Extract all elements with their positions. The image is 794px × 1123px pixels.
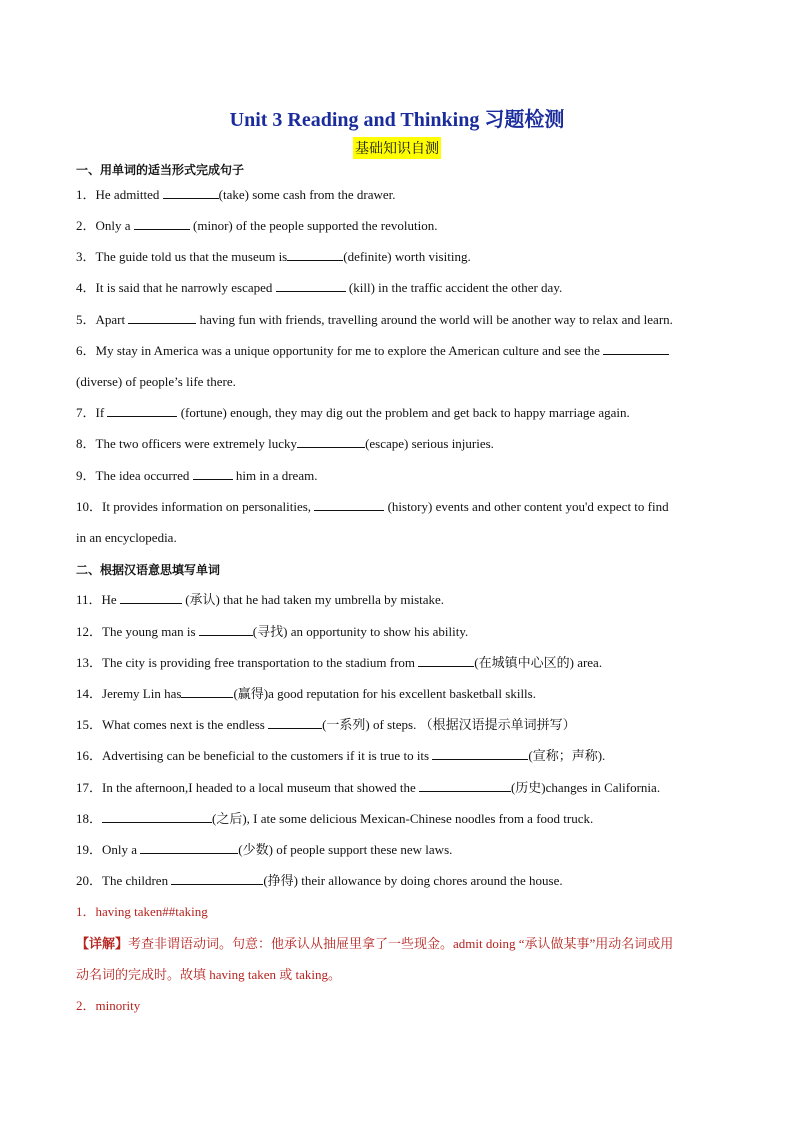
answer-blank[interactable] (120, 591, 182, 604)
question-4: 4．It is said that he narrowly escaped (kill) in the traffic accident the other day. (76, 280, 563, 295)
answer-blank[interactable] (418, 654, 474, 667)
question-19: 19．Only a (少数) of people support these new laws. (76, 842, 453, 857)
section-heading-2: 二、根据汉语意思填写单词 (76, 563, 221, 577)
question-1: 1．He admitted (take) some cash from the drawer. (76, 187, 396, 202)
answer-blank[interactable] (107, 404, 177, 417)
section-heading-1: 一、用单词的适当形式完成句子 (76, 163, 245, 177)
question-18: 18． (之后), I ate some delicious Mexican-Chinese noodles from a food truck. (76, 811, 594, 826)
answer-detail-1: 【详解】考查非谓语动词。句意：他承认从抽屉里拿了一些现金。admit doing “承认做某事”用动名词或用 (76, 936, 674, 952)
question-12: 12．The young man is (寻找) an opportunity to show his ability. (76, 624, 469, 639)
question-16: 16．Advertising can be beneficial to the customers if it is true to its (宣称；声称). (76, 748, 606, 763)
answer-blank[interactable] (432, 747, 528, 760)
question-10: 10．It provides information on personalities, (history) events and other content you'd expect to find (76, 499, 669, 514)
answer-blank[interactable] (276, 279, 346, 292)
question-7: 7．If (fortune) enough, they may dig out the problem and get back to happy marriage again. (76, 405, 630, 420)
question-2: 2．Only a (minor) of the people supported the revolution. (76, 218, 438, 233)
question-5: 5．Apart having fun with friends, travelling around the world will be another way to relax and learn. (76, 312, 673, 327)
answer-blank[interactable] (134, 217, 190, 230)
answer-blank[interactable] (297, 435, 365, 448)
question-8: 8．The two officers were extremely lucky (escape) serious injuries. (76, 436, 494, 451)
answer-blank[interactable] (181, 685, 233, 698)
question-20: 20．The children (挣得) their allowance by doing chores around the house. (76, 873, 563, 888)
answer-2: 2．minority (76, 998, 141, 1013)
answer-1: 1．having taken##taking (76, 904, 208, 919)
question-15: 15．What comes next is the endless (一系列) of steps. （根据汉语提示单词拼写） (76, 717, 576, 732)
question-11: 11．He (承认) that he had taken my umbrella by mistake. (76, 592, 445, 607)
answer-blank[interactable] (268, 716, 322, 729)
question-3: 3．The guide told us that the museum is (definite) worth visiting. (76, 249, 471, 264)
answer-detail-1-cont: 动名词的完成时。故填 having taken 或 taking。 (76, 967, 342, 982)
subtitle-wrap (0, 137, 794, 159)
answer-blank[interactable] (603, 342, 669, 355)
answer-blank[interactable] (171, 872, 263, 885)
answer-blank[interactable] (314, 498, 384, 511)
question-13: 13．The city is providing free transportation to the stadium from (在城镇中心区的) area. (76, 655, 603, 670)
question-14: 14．Jeremy Lin has (赢得)a good reputation for his excellent basketball skills. (76, 686, 536, 701)
answer-blank[interactable] (140, 841, 238, 854)
question-6: 6．My stay in America was a unique opportunity for me to explore the American culture and see the (76, 342, 726, 360)
question-9: 9．The idea occurred him in a dream. (76, 468, 318, 483)
answer-blank[interactable] (102, 810, 212, 823)
question-6-cont: (diverse) of people’s life there. (76, 374, 236, 389)
detail-tag: 【详解】 (76, 937, 129, 952)
answer-blank[interactable] (287, 248, 343, 261)
answer-blank[interactable] (419, 779, 511, 792)
answer-blank[interactable] (163, 186, 219, 199)
page-subtitle: 基础知识自测 (353, 137, 441, 159)
answer-blank[interactable] (199, 623, 253, 636)
page-title: Unit 3 Reading and Thinking 习题检测 (229, 109, 565, 131)
question-10-cont: in an encyclopedia. (76, 530, 177, 545)
answer-blank[interactable] (128, 311, 196, 324)
question-17: 17．In the afternoon,I headed to a local museum that showed the (历史)changes in California. (76, 780, 661, 795)
answer-blank[interactable] (193, 467, 233, 480)
